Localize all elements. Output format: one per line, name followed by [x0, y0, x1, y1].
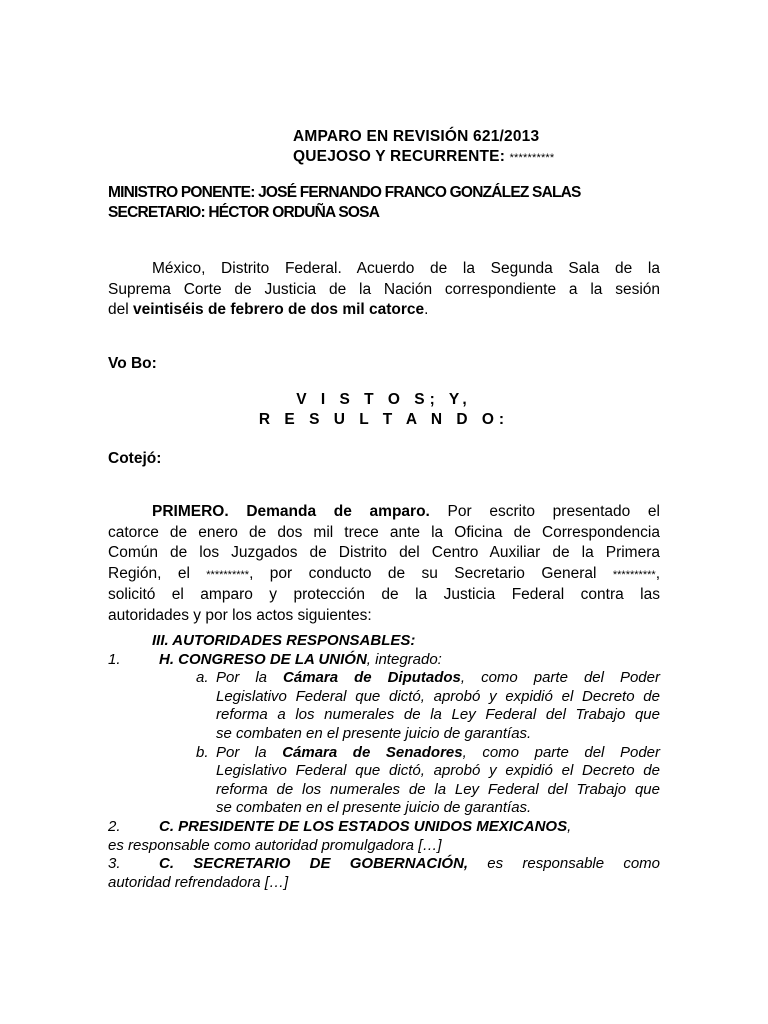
quote-item-3-cont: autoridad refrendadora […] [108, 873, 289, 891]
quote-item-2: 2. C. PRESIDENTE DE LOS ESTADOS UNIDOS MEXICANOS, [108, 817, 572, 835]
resultando-heading: R E S U L T A N D O: [258, 411, 510, 428]
quote-item-3: 3. C. SECRETARIO DE GOBERNACIÓN, es responsable como [108, 855, 660, 873]
primero-line: PRIMERO. Demanda de amparo. Por escrito presentado el [152, 503, 660, 520]
vistos-heading: V I S T O S; Y, [296, 391, 472, 408]
quote-item-2-cont: es responsable como autoridad promulgadora […] [108, 836, 442, 854]
quejoso-line [293, 148, 554, 166]
intro-line: del veintiséis de febrero de dos mil catorce. [108, 301, 429, 318]
quote-item-a: a. Por la Cámara de Diputados, como parte del Poder Legislativo Federal que dictó, aprobó y expidió el Decreto de reforma a los numerales de la Ley Federal del Trabajo que se combaten en el presente juicio de garantías. [196, 669, 660, 742]
primero-paragraph [108, 502, 660, 626]
quote-heading: III. AUTORIDADES RESPONSABLES: [152, 632, 416, 649]
intro-paragraph [108, 259, 660, 321]
quoted-authorities [108, 632, 660, 892]
case-number [293, 128, 539, 146]
vobo-label: Vo Bo: [108, 355, 157, 372]
quejoso-value: ********** [509, 152, 555, 164]
quejoso-label: QUEJOSO Y RECURRENTE: [293, 148, 506, 165]
primero-line: catorce de enero de dos mil trece ante la Oficina de Correspondencia [108, 523, 660, 541]
primero-line: autoridades y por los actos siguientes: [108, 606, 372, 624]
secretario: SECRETARIO: HÉCTOR ORDUÑA SOSA [108, 204, 380, 221]
intro-line: México, Distrito Federal. Acuerdo de la Segunda Sala de la [152, 260, 660, 277]
primero-line: solicitó el amparo y protección de la Justicia Federal contra las [108, 586, 660, 603]
quote-item-b: b. Por la Cámara de Senadores, como parte del Poder Legislativo Federal que dictó, aprobó y expidió el Decreto de reforma de los numerales de la Ley Federal del Trabajo que se combaten en el presente juicio de garantías. [196, 743, 660, 817]
quote-item-1: 1. H. CONGRESO DE LA UNIÓN, integrado: [108, 650, 442, 668]
ministro-ponente: MINISTRO PONENTE: JOSÉ FERNANDO FRANCO GONZÁLEZ SALAS [108, 184, 581, 201]
cotejo-label: Cotejó: [108, 450, 162, 467]
intro-line: Suprema Corte de Justicia de la Nación correspondiente a la sesión [108, 280, 660, 298]
primero-line: Región, el **********, por conducto de su Secretario General **********, [108, 564, 660, 582]
case-number-text: AMPARO EN REVISIÓN 621/2013 [293, 128, 540, 145]
primero-line: Común de los Juzgados de Distrito del Centro Auxiliar de la Primera [108, 544, 660, 561]
